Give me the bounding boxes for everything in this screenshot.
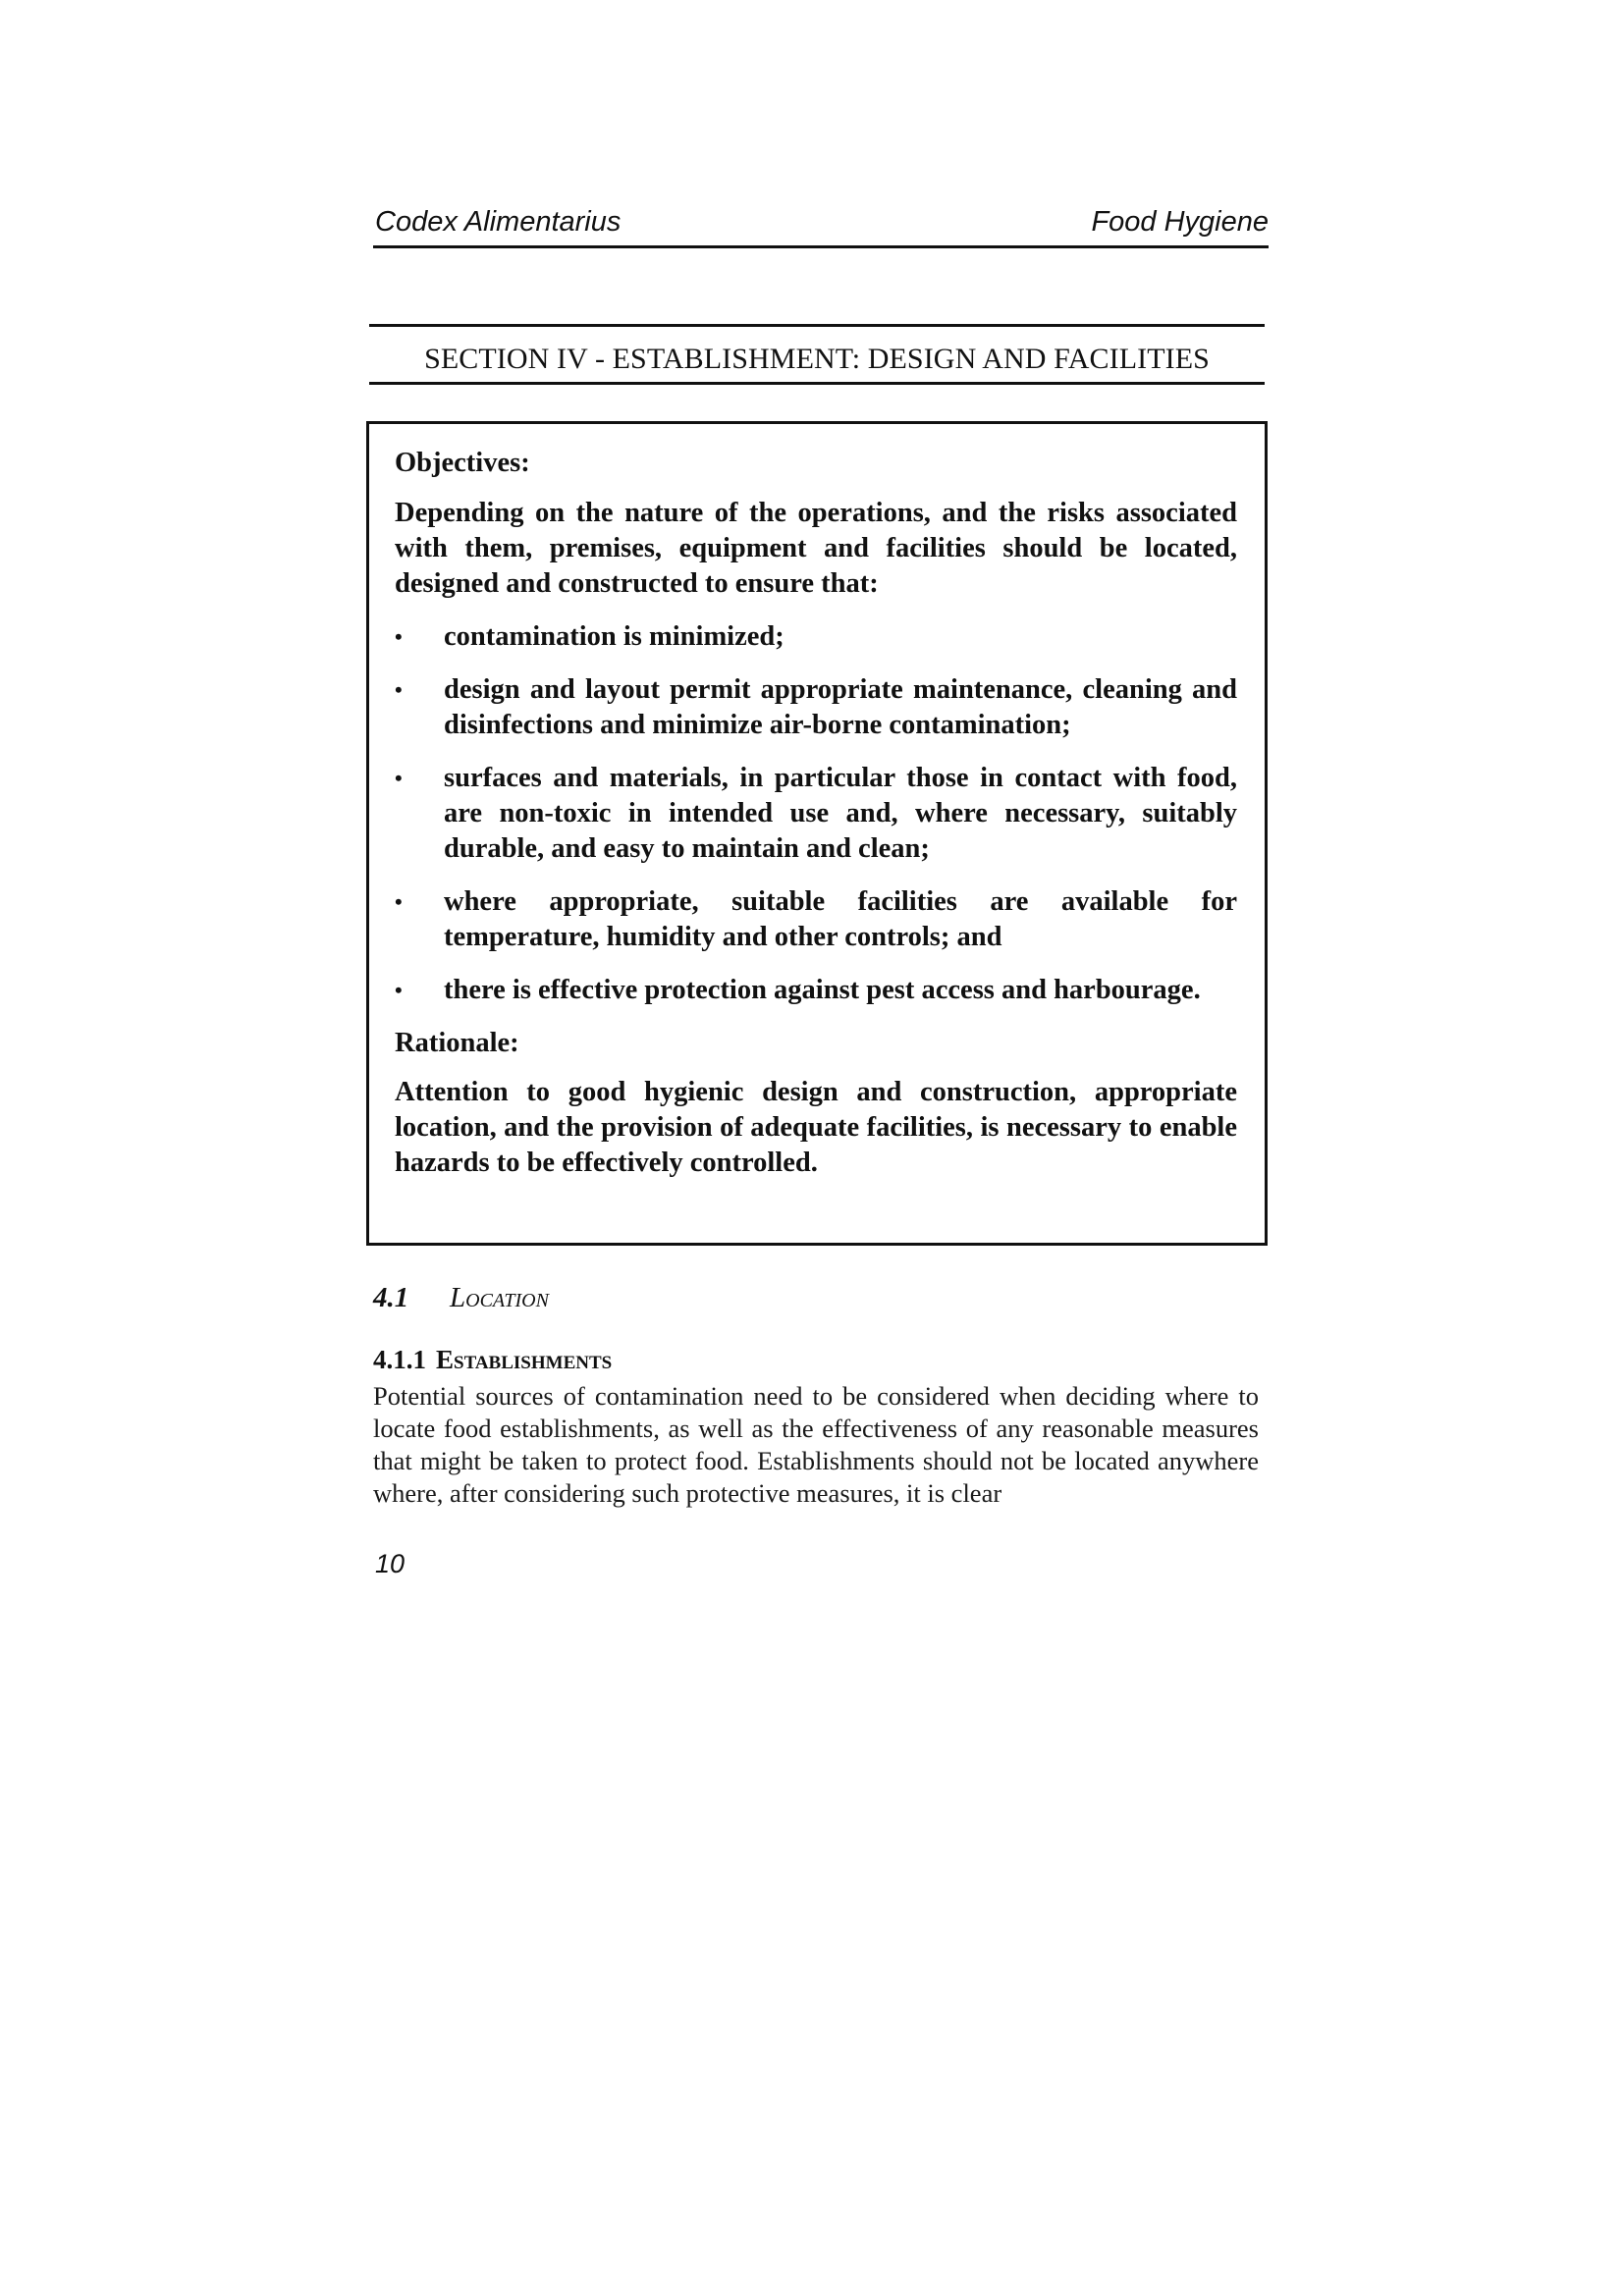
subsection-number: 4.1.1 xyxy=(373,1345,426,1374)
objective-bullet-text: surfaces and materials, in particular those in contact with food, are non-toxic in intended use and, where necessary, suitably durable, and easy to maintain and clean; xyxy=(444,763,1237,864)
section-heading-4-1-1 xyxy=(373,1345,612,1375)
objective-bullet-text: design and layout permit appropriate maintenance, cleaning and disinfections and minimize air-borne contamination; xyxy=(444,674,1237,740)
header-right-title: Food Hygiene xyxy=(1091,206,1269,238)
bullet-icon: • xyxy=(395,978,403,1002)
subsection-title-text: Establishments xyxy=(436,1345,613,1374)
bullet-icon: • xyxy=(395,624,403,649)
section-title: SECTION IV - ESTABLISHMENT: DESIGN AND FACILITIES xyxy=(369,324,1265,385)
objective-bullet-item xyxy=(395,761,1237,867)
objectives-bullet-list xyxy=(395,619,1237,1008)
objective-bullet-item xyxy=(395,672,1237,743)
header-left-title: Codex Alimentarius xyxy=(375,206,622,238)
objectives-box-content xyxy=(395,446,1237,1199)
rationale-heading: Rationale: xyxy=(395,1028,519,1058)
page-number: 10 xyxy=(375,1549,406,1578)
objectives-intro: Depending on the nature of the operations, and the risks associated with them, premises, equipment and facilities should be located, designed and constructed to ensure that: xyxy=(395,498,1237,599)
bullet-icon: • xyxy=(395,766,403,790)
rationale-text: Attention to good hygienic design and construction, appropriate location, and the provision of adequate facilities, is necessary to enable hazards to be effectively controlled. xyxy=(395,1077,1237,1178)
objective-bullet-item xyxy=(395,619,1237,655)
objectives-box xyxy=(366,421,1268,1246)
body-paragraph: Potential sources of contamination need to be considered when deciding where to locate food establishments, as well as the effectiveness of any reasonable measures that might be taken to protect food. Establishments should not be located anywhere where, after considering such protective measures, it is clear xyxy=(373,1381,1259,1508)
objective-bullet-text: where appropriate, suitable facilities are available for temperature, humidity and other controls; and xyxy=(444,886,1237,952)
bullet-icon: • xyxy=(395,677,403,702)
section-heading-4-1 xyxy=(373,1282,549,1314)
running-header xyxy=(373,206,1269,248)
section-title-text: Location xyxy=(450,1282,549,1313)
objective-bullet-text: there is effective protection against pest access and harbourage. xyxy=(444,975,1201,1005)
objective-bullet-text: contamination is minimized; xyxy=(444,621,784,652)
bullet-icon: • xyxy=(395,889,403,914)
objective-bullet-item xyxy=(395,884,1237,955)
section-number: 4.1 xyxy=(373,1282,409,1313)
objectives-heading: Objectives: xyxy=(395,448,530,478)
objective-bullet-item xyxy=(395,973,1237,1008)
